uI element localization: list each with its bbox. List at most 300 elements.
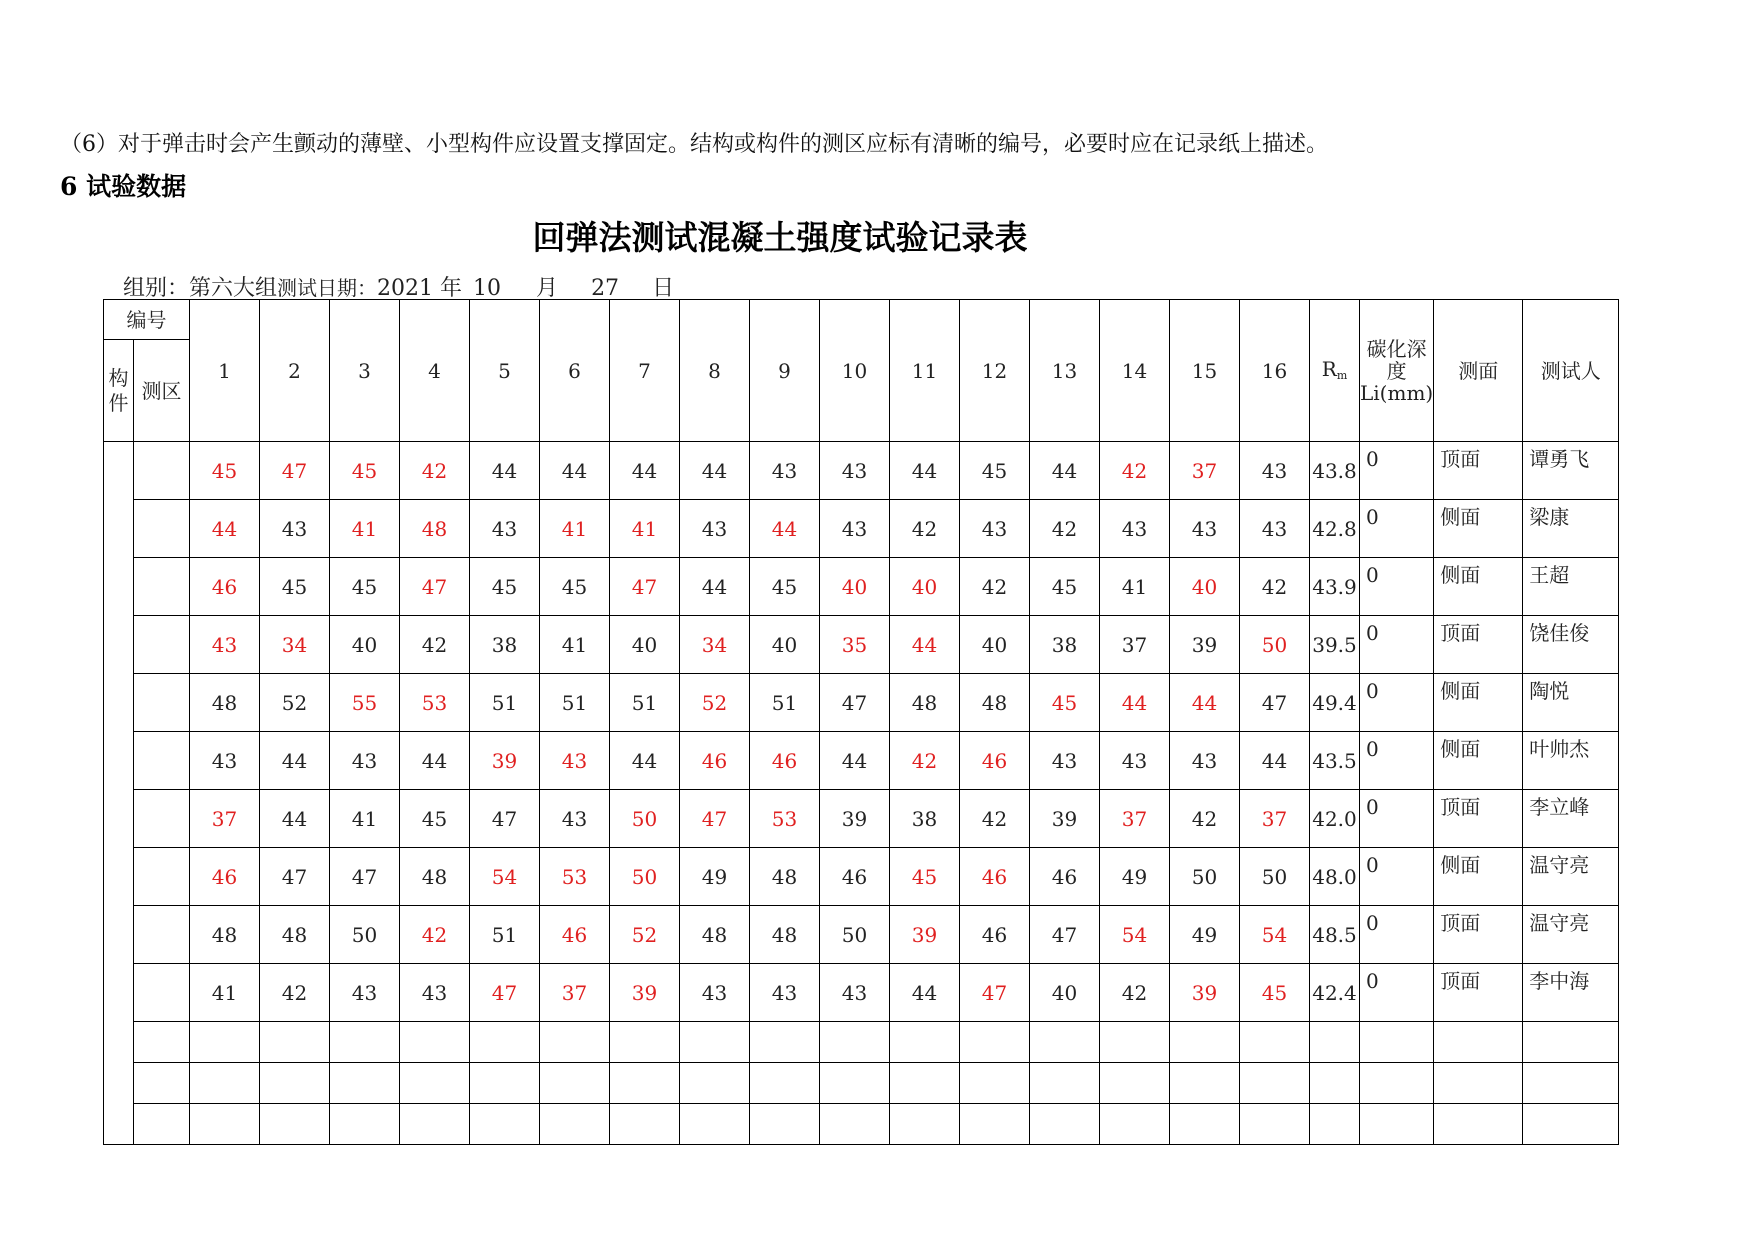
reading-cell: 47 xyxy=(960,964,1030,1022)
empty-cell xyxy=(260,1063,330,1104)
reading-cell: 41 xyxy=(540,500,610,558)
empty-cell xyxy=(260,1104,330,1145)
table-row xyxy=(104,964,1619,1022)
reading-cell: 43 xyxy=(260,500,330,558)
reading-cell: 44 xyxy=(400,732,470,790)
cequ-cell xyxy=(134,906,190,964)
reading-cell: 43 xyxy=(960,500,1030,558)
reading-cell: 46 xyxy=(190,848,260,906)
reading-cell: 54 xyxy=(470,848,540,906)
reading-cell: 48 xyxy=(190,906,260,964)
reading-cell: 42 xyxy=(1170,790,1240,848)
carbonation-cell: 0 xyxy=(1360,616,1434,674)
rm-cell: 43.9 xyxy=(1310,558,1360,616)
reading-cell: 46 xyxy=(960,848,1030,906)
reading-cell: 45 xyxy=(960,442,1030,500)
reading-cell: 40 xyxy=(750,616,820,674)
header-point: 5 xyxy=(470,300,540,442)
reading-cell: 44 xyxy=(750,500,820,558)
reading-cell: 43 xyxy=(750,442,820,500)
reading-cell: 52 xyxy=(610,906,680,964)
empty-cell xyxy=(890,1104,960,1145)
reading-cell: 43 xyxy=(820,442,890,500)
table-row xyxy=(104,500,1619,558)
empty-cell xyxy=(540,1022,610,1063)
reading-cell: 51 xyxy=(470,906,540,964)
reading-cell: 42 xyxy=(960,790,1030,848)
empty-cell xyxy=(540,1104,610,1145)
empty-cell xyxy=(190,1104,260,1145)
table-title: 回弹法测试混凝土强度试验记录表 xyxy=(532,218,1028,257)
reading-cell: 37 xyxy=(1170,442,1240,500)
rm-cell: 48.5 xyxy=(1310,906,1360,964)
reading-cell: 48 xyxy=(260,906,330,964)
empty-cell xyxy=(1360,1104,1434,1145)
rm-cell: 49.4 xyxy=(1310,674,1360,732)
header-row xyxy=(104,300,1619,340)
cequ-cell xyxy=(134,848,190,906)
header-point: 2 xyxy=(260,300,330,442)
reading-cell: 44 xyxy=(680,558,750,616)
empty-cell xyxy=(260,1022,330,1063)
date-label: 测试日期： xyxy=(277,276,378,300)
empty-cell xyxy=(1434,1063,1523,1104)
reading-cell: 38 xyxy=(890,790,960,848)
empty-cell xyxy=(750,1063,820,1104)
reading-cell: 37 xyxy=(1100,790,1170,848)
reading-cell: 39 xyxy=(890,906,960,964)
rm-cell: 48.0 xyxy=(1310,848,1360,906)
reading-cell: 46 xyxy=(1030,848,1100,906)
table-row xyxy=(104,558,1619,616)
reading-cell: 38 xyxy=(470,616,540,674)
reading-cell: 42 xyxy=(890,500,960,558)
cequ-cell xyxy=(134,964,190,1022)
empty-cell xyxy=(1523,1063,1619,1104)
section-heading: 6 试验数据 xyxy=(60,172,187,201)
reading-cell: 44 xyxy=(820,732,890,790)
reading-cell: 44 xyxy=(260,790,330,848)
header-goujian: 构件 xyxy=(104,340,134,442)
meta-line xyxy=(123,271,674,302)
reading-cell: 50 xyxy=(610,848,680,906)
reading-cell: 43 xyxy=(190,616,260,674)
header-tester: 测试人 xyxy=(1523,300,1619,442)
reading-cell: 45 xyxy=(330,558,400,616)
empty-cell xyxy=(1100,1063,1170,1104)
reading-cell: 44 xyxy=(1170,674,1240,732)
reading-cell: 37 xyxy=(1100,616,1170,674)
reading-cell: 43 xyxy=(1030,732,1100,790)
reading-cell: 50 xyxy=(1240,616,1310,674)
table-body xyxy=(104,300,1619,1145)
tester-cell: 饶佳俊 xyxy=(1523,616,1619,674)
reading-cell: 48 xyxy=(190,674,260,732)
reading-cell: 48 xyxy=(400,848,470,906)
reading-cell: 46 xyxy=(820,848,890,906)
reading-cell: 44 xyxy=(680,442,750,500)
header-point: 15 xyxy=(1170,300,1240,442)
tester-cell: 李中海 xyxy=(1523,964,1619,1022)
surface-cell: 侧面 xyxy=(1434,558,1523,616)
reading-cell: 50 xyxy=(330,906,400,964)
empty-cell xyxy=(960,1104,1030,1145)
empty-cell xyxy=(750,1104,820,1145)
empty-cell xyxy=(134,1022,190,1063)
reading-cell: 49 xyxy=(680,848,750,906)
reading-cell: 44 xyxy=(260,732,330,790)
reading-cell: 44 xyxy=(1100,674,1170,732)
empty-cell xyxy=(820,1022,890,1063)
reading-cell: 48 xyxy=(750,906,820,964)
surface-cell: 侧面 xyxy=(1434,674,1523,732)
reading-cell: 37 xyxy=(1240,790,1310,848)
reading-cell: 53 xyxy=(750,790,820,848)
reading-cell: 43 xyxy=(680,500,750,558)
rm-cell: 42.8 xyxy=(1310,500,1360,558)
reading-cell: 51 xyxy=(750,674,820,732)
carbonation-cell: 0 xyxy=(1360,558,1434,616)
tester-cell: 谭勇飞 xyxy=(1523,442,1619,500)
header-point: 10 xyxy=(820,300,890,442)
reading-cell: 42 xyxy=(1100,442,1170,500)
empty-cell xyxy=(134,1104,190,1145)
surface-cell: 侧面 xyxy=(1434,500,1523,558)
cequ-cell xyxy=(134,558,190,616)
reading-cell: 39 xyxy=(1030,790,1100,848)
reading-cell: 41 xyxy=(1100,558,1170,616)
reading-cell: 46 xyxy=(960,732,1030,790)
reading-cell: 42 xyxy=(1100,964,1170,1022)
reading-cell: 37 xyxy=(190,790,260,848)
reading-cell: 43 xyxy=(400,964,470,1022)
reading-cell: 44 xyxy=(470,442,540,500)
reading-cell: 55 xyxy=(330,674,400,732)
reading-cell: 47 xyxy=(330,848,400,906)
header-rm: $R_m$ xyxy=(1310,300,1360,442)
tester-cell: 温守亮 xyxy=(1523,848,1619,906)
reading-cell: 52 xyxy=(680,674,750,732)
header-point: 14 xyxy=(1100,300,1170,442)
reading-cell: 44 xyxy=(890,964,960,1022)
reading-cell: 39 xyxy=(1170,616,1240,674)
reading-cell: 35 xyxy=(820,616,890,674)
reading-cell: 43 xyxy=(1100,500,1170,558)
reading-cell: 44 xyxy=(540,442,610,500)
intro-paragraph: （6）对于弹击时会产生颤动的薄壁、小型构件应设置支撑固定。结构或构件的测区应标有清晰的编号，必要时应在记录纸上描述。 xyxy=(60,132,1329,157)
reading-cell: 46 xyxy=(540,906,610,964)
reading-cell: 47 xyxy=(470,964,540,1022)
reading-cell: 50 xyxy=(820,906,890,964)
empty-cell xyxy=(400,1022,470,1063)
reading-cell: 47 xyxy=(260,442,330,500)
header-point: 6 xyxy=(540,300,610,442)
reading-cell: 45 xyxy=(1030,558,1100,616)
header-point: 12 xyxy=(960,300,1030,442)
empty-cell xyxy=(1523,1022,1619,1063)
reading-cell: 44 xyxy=(610,732,680,790)
header-point: 7 xyxy=(610,300,680,442)
reading-cell: 47 xyxy=(610,558,680,616)
empty-cell xyxy=(540,1063,610,1104)
date-year: 2021 xyxy=(377,276,434,301)
cequ-cell xyxy=(134,790,190,848)
reading-cell: 43 xyxy=(820,964,890,1022)
reading-cell: 43 xyxy=(330,964,400,1022)
empty-row xyxy=(104,1022,1619,1063)
reading-cell: 45 xyxy=(890,848,960,906)
reading-cell: 50 xyxy=(1240,848,1310,906)
header-point: 4 xyxy=(400,300,470,442)
reading-cell: 48 xyxy=(680,906,750,964)
reading-cell: 42 xyxy=(1240,558,1310,616)
reading-cell: 43 xyxy=(680,964,750,1022)
empty-cell xyxy=(190,1063,260,1104)
empty-cell xyxy=(134,1063,190,1104)
reading-cell: 45 xyxy=(750,558,820,616)
empty-cell xyxy=(820,1104,890,1145)
reading-cell: 52 xyxy=(260,674,330,732)
empty-cell xyxy=(330,1022,400,1063)
reading-cell: 42 xyxy=(260,964,330,1022)
empty-cell xyxy=(400,1104,470,1145)
reading-cell: 47 xyxy=(260,848,330,906)
empty-cell xyxy=(680,1022,750,1063)
reading-cell: 45 xyxy=(260,558,330,616)
reading-cell: 47 xyxy=(680,790,750,848)
header-point: 16 xyxy=(1240,300,1310,442)
rm-cell: 42.0 xyxy=(1310,790,1360,848)
reading-cell: 47 xyxy=(1030,906,1100,964)
reading-cell: 48 xyxy=(750,848,820,906)
carbonation-cell: 0 xyxy=(1360,790,1434,848)
reading-cell: 39 xyxy=(470,732,540,790)
reading-cell: 44 xyxy=(610,442,680,500)
reading-cell: 50 xyxy=(1170,848,1240,906)
table-row xyxy=(104,674,1619,732)
empty-cell xyxy=(330,1063,400,1104)
reading-cell: 47 xyxy=(820,674,890,732)
reading-cell: 39 xyxy=(610,964,680,1022)
reading-cell: 51 xyxy=(540,674,610,732)
reading-cell: 45 xyxy=(1240,964,1310,1022)
tester-cell: 温守亮 xyxy=(1523,906,1619,964)
empty-cell xyxy=(1523,1104,1619,1145)
empty-cell xyxy=(330,1104,400,1145)
reading-cell: 43 xyxy=(540,790,610,848)
tester-cell: 叶帅杰 xyxy=(1523,732,1619,790)
carbonation-cell: 0 xyxy=(1360,500,1434,558)
empty-cell xyxy=(610,1063,680,1104)
cequ-cell xyxy=(134,500,190,558)
empty-cell xyxy=(1170,1104,1240,1145)
reading-cell: 46 xyxy=(750,732,820,790)
carbonation-cell: 0 xyxy=(1360,964,1434,1022)
reading-cell: 51 xyxy=(470,674,540,732)
reading-cell: 54 xyxy=(1100,906,1170,964)
rm-cell: 43.5 xyxy=(1310,732,1360,790)
reading-cell: 43 xyxy=(750,964,820,1022)
reading-cell: 40 xyxy=(960,616,1030,674)
reading-cell: 43 xyxy=(820,500,890,558)
empty-cell xyxy=(960,1022,1030,1063)
rebound-record-table xyxy=(103,299,1619,1145)
empty-cell xyxy=(1030,1063,1100,1104)
header-point: 3 xyxy=(330,300,400,442)
empty-cell xyxy=(1310,1104,1360,1145)
empty-cell xyxy=(680,1104,750,1145)
reading-cell: 47 xyxy=(1240,674,1310,732)
reading-cell: 44 xyxy=(1030,442,1100,500)
reading-cell: 41 xyxy=(330,500,400,558)
cequ-cell xyxy=(134,442,190,500)
reading-cell: 43 xyxy=(1240,442,1310,500)
empty-cell xyxy=(820,1063,890,1104)
reading-cell: 39 xyxy=(820,790,890,848)
table-row xyxy=(104,848,1619,906)
header-point: 13 xyxy=(1030,300,1100,442)
empty-cell xyxy=(1360,1063,1434,1104)
header-cequ: 测区 xyxy=(134,340,190,442)
carbonation-cell: 0 xyxy=(1360,906,1434,964)
header-point: 9 xyxy=(750,300,820,442)
empty-cell xyxy=(1030,1022,1100,1063)
empty-cell xyxy=(750,1022,820,1063)
empty-cell xyxy=(1310,1022,1360,1063)
reading-cell: 43 xyxy=(1100,732,1170,790)
reading-cell: 43 xyxy=(540,732,610,790)
surface-cell: 侧面 xyxy=(1434,848,1523,906)
reading-cell: 34 xyxy=(680,616,750,674)
empty-cell xyxy=(1100,1104,1170,1145)
empty-cell xyxy=(400,1063,470,1104)
goujian-cell xyxy=(104,442,134,1145)
carbonation-cell: 0 xyxy=(1360,732,1434,790)
empty-cell xyxy=(1170,1063,1240,1104)
tester-cell: 王超 xyxy=(1523,558,1619,616)
reading-cell: 42 xyxy=(1030,500,1100,558)
tester-cell: 陶悦 xyxy=(1523,674,1619,732)
reading-cell: 45 xyxy=(400,790,470,848)
reading-cell: 40 xyxy=(330,616,400,674)
carbonation-cell: 0 xyxy=(1360,442,1434,500)
empty-cell xyxy=(960,1063,1030,1104)
empty-cell xyxy=(1100,1022,1170,1063)
reading-cell: 49 xyxy=(1100,848,1170,906)
rm-cell: 43.8 xyxy=(1310,442,1360,500)
surface-cell: 顶面 xyxy=(1434,616,1523,674)
reading-cell: 43 xyxy=(470,500,540,558)
reading-cell: 44 xyxy=(890,616,960,674)
empty-cell xyxy=(190,1022,260,1063)
reading-cell: 43 xyxy=(330,732,400,790)
reading-cell: 40 xyxy=(1170,558,1240,616)
reading-cell: 48 xyxy=(400,500,470,558)
reading-cell: 54 xyxy=(1240,906,1310,964)
reading-cell: 48 xyxy=(890,674,960,732)
header-carbonation: 碳化深度Li(mm) xyxy=(1360,300,1434,442)
reading-cell: 41 xyxy=(190,964,260,1022)
reading-cell: 44 xyxy=(890,442,960,500)
date-year-unit: 年 xyxy=(440,276,463,301)
reading-cell: 45 xyxy=(540,558,610,616)
date-month-unit: 月 xyxy=(536,276,559,301)
table-row xyxy=(104,906,1619,964)
surface-cell: 侧面 xyxy=(1434,732,1523,790)
reading-cell: 41 xyxy=(330,790,400,848)
tester-cell: 李立峰 xyxy=(1523,790,1619,848)
surface-cell: 顶面 xyxy=(1434,964,1523,1022)
empty-cell xyxy=(610,1104,680,1145)
table-row xyxy=(104,442,1619,500)
empty-cell xyxy=(680,1063,750,1104)
reading-cell: 40 xyxy=(610,616,680,674)
date-day: 27 xyxy=(591,276,620,301)
surface-cell: 顶面 xyxy=(1434,442,1523,500)
empty-cell xyxy=(470,1063,540,1104)
reading-cell: 44 xyxy=(190,500,260,558)
reading-cell: 47 xyxy=(470,790,540,848)
carbonation-cell: 0 xyxy=(1360,848,1434,906)
group-label: 组别： xyxy=(123,276,190,301)
reading-cell: 42 xyxy=(400,906,470,964)
reading-cell: 42 xyxy=(890,732,960,790)
reading-cell: 38 xyxy=(1030,616,1100,674)
reading-cell: 43 xyxy=(1170,500,1240,558)
reading-cell: 42 xyxy=(400,442,470,500)
empty-cell xyxy=(1240,1063,1310,1104)
reading-cell: 45 xyxy=(190,442,260,500)
reading-cell: 46 xyxy=(190,558,260,616)
reading-cell: 46 xyxy=(960,906,1030,964)
reading-cell: 43 xyxy=(1240,500,1310,558)
empty-row xyxy=(104,1063,1619,1104)
reading-cell: 40 xyxy=(890,558,960,616)
reading-cell: 40 xyxy=(820,558,890,616)
date-day-unit: 日 xyxy=(652,276,675,301)
reading-cell: 39 xyxy=(1170,964,1240,1022)
cequ-cell xyxy=(134,674,190,732)
empty-cell xyxy=(610,1022,680,1063)
surface-cell: 顶面 xyxy=(1434,906,1523,964)
empty-cell xyxy=(1310,1063,1360,1104)
table-row xyxy=(104,732,1619,790)
reading-cell: 43 xyxy=(190,732,260,790)
reading-cell: 47 xyxy=(400,558,470,616)
header-bianhao: 编号 xyxy=(104,300,190,340)
reading-cell: 43 xyxy=(1170,732,1240,790)
reading-cell: 49 xyxy=(1170,906,1240,964)
rm-cell: 39.5 xyxy=(1310,616,1360,674)
header-point: 1 xyxy=(190,300,260,442)
tester-cell: 梁康 xyxy=(1523,500,1619,558)
reading-cell: 41 xyxy=(610,500,680,558)
reading-cell: 53 xyxy=(540,848,610,906)
cequ-cell xyxy=(134,732,190,790)
reading-cell: 46 xyxy=(680,732,750,790)
empty-cell xyxy=(1360,1022,1434,1063)
header-point: 8 xyxy=(680,300,750,442)
carbonation-cell: 0 xyxy=(1360,674,1434,732)
empty-cell xyxy=(890,1022,960,1063)
group-value: 第六大组 xyxy=(189,276,278,301)
rm-cell: 42.4 xyxy=(1310,964,1360,1022)
reading-cell: 44 xyxy=(1240,732,1310,790)
empty-cell xyxy=(1240,1104,1310,1145)
reading-cell: 40 xyxy=(1030,964,1100,1022)
empty-cell xyxy=(890,1063,960,1104)
empty-cell xyxy=(470,1104,540,1145)
